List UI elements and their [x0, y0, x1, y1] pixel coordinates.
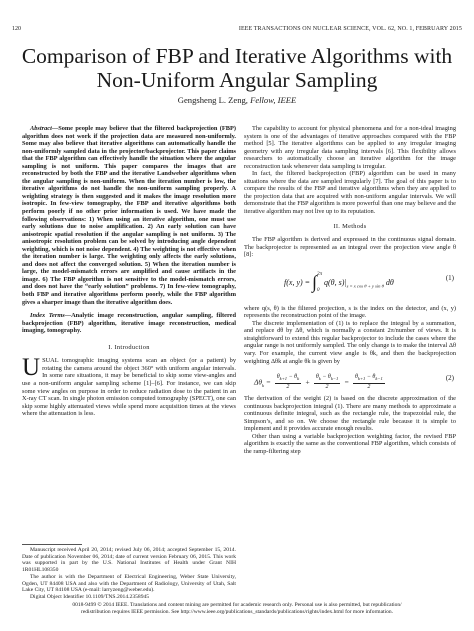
- author-grade: Fellow, IEEE: [250, 95, 297, 105]
- copyright-line-1: 0018-9499 © 2014 IEEE. Translations and content mining are permitted for academic research only. Personal use is also permitted, but republication/: [72, 602, 402, 608]
- left-column: [22, 125, 236, 418]
- footnote-affiliation: The author is with the Department of Electrical Engineering, Weber State University, Ogden, UT 84408 USA and also with the Department of Radiology, University of Utah, Salt Lake City, UT 84108 USA (e-mail: larryzeng@weber.edu).: [22, 573, 236, 594]
- author-name: Gengsheng L. Zeng,: [177, 95, 248, 105]
- footnote-rule: [22, 544, 82, 545]
- equation-2-number: (2): [445, 374, 454, 383]
- journal-header: IEEE TRANSACTIONS ON NUCLEAR SCIENCE, VOL. 62, NO. 1, FEBRUARY 2015: [238, 26, 462, 32]
- right-column: [244, 125, 456, 456]
- methods-paragraph-5: Other than using a variable backprojection weighting factor, the revised FBP algorithm is exactly the same as the conventional FBP algorithm, which consists of the ramp-filtering step: [244, 432, 456, 455]
- title-line-2: Non-Uniform Angular Sampling: [96, 68, 378, 92]
- title-line-1: Comparison of FBP and Iterative Algorithms with: [21, 44, 453, 68]
- abstract-label: Abstract—: [30, 125, 59, 132]
- author-line: [0, 95, 474, 105]
- paper-title: [0, 44, 474, 92]
- index-terms: [22, 312, 236, 335]
- intro-text: SUAL tomographic imaging systems scan an object (or a patient) by rotating the camera around the object 360° with uniform angular intervals. In some rare situations, it may be beneficial to skip some view-angles and use a non-uniform angular sampling scheme [1]–[6]. For instance, we can skip some view angles on purpose in order to reduce radiation dose to the patient in an X-ray CT scan. In single photon emission computed tomography (SPECT), one can skip some highly attenuated views while spend more acquisition times at the views where the attenuation is less.: [22, 357, 236, 418]
- abstract: [22, 125, 236, 306]
- footnote-manuscript: Manuscript received April 20, 2014; revised July 06, 2014; accepted September 15, 2014. Date of publication November 06, 2014; date of current version February 06, 2015. This work was supported in part by the U.S. National Institutes of Health under Grant NIH 1R01HL108350: [22, 547, 236, 574]
- index-terms-text: Analytic image reconstruction, angular sampling, filtered backprojection (FBP) algorithm, iterative image reconstruction, medical imaging, tomography.: [22, 312, 236, 335]
- equation-1-body: f(x, y) = ∫2π 0 q(θ, $s)|_{s = x cos \theta + y sin \theta}$ dθ: [284, 271, 394, 293]
- footnote-doi: Digital Object Identifier 10.1109/TNS.2014.2358945: [30, 593, 150, 600]
- page-number: 120: [12, 26, 21, 32]
- footnote: [22, 547, 236, 601]
- abstract-text: Some people may believe that the filtered backprojection (FBP) algorithm does not work if the projection data are measured non-uniformly. Some may also believe that iterative algorithms can automatically handle the non-uniformly sampled data in the projector/backprojector. This paper claims that the FBP algorithm can effectively handle the situation where the angular sampling is not uniform. This paper compares the images that are reconstructed by both the FBP and the iterative Landweber algorithms when the angular sampling is non-uniform. When the iteration number is low, the iterative algorithms do not handle the non-uniform sampling properly. A weighting strategy is then suggested and it makes the image resolution more isotropic. In few-view tomography, the FBP and iterative algorithms both perform poorly if no other prior information is used. We have made the following observations: 1) When using an iterative algorithm, one must use early solutions due to noise amplification. 2) An early solution can have anisotropic spatial resolution if the angular sampling is not uniform. 3) The anisotropic resolution problem can be solved by introducing angle dependent weighting, which is not noise dependent. 4) The weighting is not effective when the iteration number is large. The weighting only affects the early solutions, and does not affect the converged solution. 5) When the iteration number is large, the model-mismatch errors are amplified and cause artifacts in the image. 6) The FBP algorithm is not sensitive to the model-mismatch errors, and does not have the “early solution” problems. 7) In few-view tomography, both FBP and iterative algorithms perform poorly, while the FBP algorithm gives a sharper image than the iterative algorithm does.: [22, 125, 236, 306]
- right-paragraph-1: The capability to account for physical phenomena and for a non-ideal imaging system is one of the advantages of iterative approaches compared with the FBP method [5]. The iterative algorithms can be applied to any irregular imaging geometry with any irregular data sampling intervals [6]. This flexibility allows researchers to automatically choose an iterative algorithm for the image reconstruction task whenever data sampling is irregular.: [244, 125, 456, 170]
- section-heading-methods: II. Methods: [333, 222, 367, 230]
- equation-2-body: $\Delta\theta_k$ = $\frac{\theta_{k+1} - \theta_k}{2}$ + $\frac{\theta_k - \theta_{k-1}}{2}$ = $\frac{\theta_{k+1} - \theta_{k-1}}{2}$: [254, 374, 383, 390]
- copyright-notice: [0, 602, 474, 616]
- intro-paragraph: [22, 354, 236, 418]
- methods-paragraph-2: where q(s, θ) is the filtered projection, s is the index on the detector, and (x, y) represents the reconstruction point of the image.: [244, 304, 456, 320]
- drop-cap: U: [22, 354, 41, 382]
- section-heading-introduction: I. Introduction: [108, 343, 150, 351]
- index-terms-label: Index Terms—: [30, 312, 72, 320]
- methods-paragraph-4: The derivation of the weight (2) is based on the discrete approximation of the continuous backprojection integral (1). There are many methods to approximate a continuous definite integral, such as the rectangle rule, the trapezoidal rule, the Simpson’s, and so on. We choose the rectangle rule because it is simple to implement and it provides accurate enough results.: [244, 395, 456, 433]
- right-paragraph-2: In fact, the filtered backprojection (FBP) algorithm can be used in many situations where the data are sampled irregularly [7]. The goal of this paper is to compare the results of the FBP and iterative algorithms when they are applied to the projection data that are acquired with non-uniform angular intervals. We will demonstrate that the FBP algorithm is more powerful than one may believe and the iterative algorithm may not live up to its reputation.: [244, 170, 456, 216]
- methods-paragraph-3: The discrete implementation of (1) is to replace the integral by a summation, and replace dθ by Δθ, which is normally a constant 2π/number of views. It is straightforward to extend this regular backprojector to include the cases where the angular range is not uniformly sampled. The only change is to make the interval Δθ vary. For example, the current view angle is θk, and then the backprojection weighting Δθk at angle θk is given by: [244, 319, 456, 365]
- copyright-line-2: redistribution requires IEEE permission. See http://www.ieee.org/publications_standards/publications/rights/index.html for more information.: [81, 609, 393, 615]
- running-head: [12, 26, 462, 36]
- equation-1-number: (1): [445, 273, 454, 282]
- methods-paragraph-1: The FBP algorithm is derived and expressed in the continuous signal domain. The backprojector is represented as an integral over the projection view angle θ [8]:: [244, 236, 456, 259]
- equation-2: [244, 369, 456, 391]
- equation-1: [244, 263, 456, 301]
